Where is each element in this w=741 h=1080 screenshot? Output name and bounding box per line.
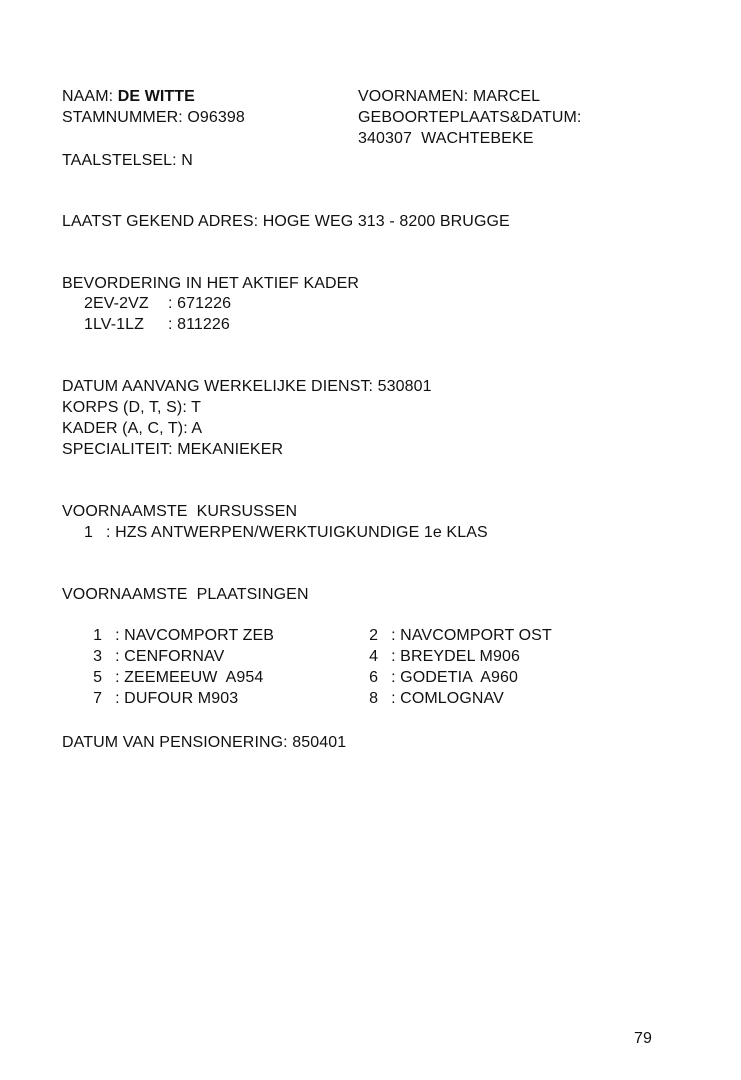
bevordering-item [84,315,230,335]
adres-line [62,212,510,232]
naam-line [62,87,195,107]
taalstelsel-line [62,151,193,171]
taalstelsel-value: N [181,152,193,169]
taalstelsel-label: TAALSTELSEL: [62,152,177,169]
kursussen-title: VOORNAAMSTE KURSUSSEN [62,503,298,520]
plaatsing-text: : NAVCOMPORT OST [391,627,552,644]
plaatsing-num: 6 [369,669,379,686]
kader-line: KADER (A, C, T): A [62,420,203,437]
naam-label: NAAM: [62,88,114,105]
bevordering-date: : 671226 [168,295,232,312]
plaatsing-num: 3 [93,648,103,665]
plaatsing-num: 8 [369,690,379,707]
plaatsing-text: : DUFOUR M903 [115,690,239,707]
aanvang-label: DATUM AANVANG WERKELIJKE DIENST: [62,378,374,395]
plaatsing-num: 7 [93,690,103,707]
adres-label: LAATST GEKEND ADRES: [62,213,259,230]
korps-line: KORPS (D, T, S): T [62,399,202,416]
bevordering-rank: 2EV-2VZ [84,295,149,312]
bevordering-date: : 811226 [168,316,230,333]
bevordering-item [84,294,231,314]
pensionering-value: 850401 [292,734,347,751]
plaatsing-text: : BREYDEL M906 [391,648,520,665]
plaatsing-text: : NAVCOMPORT ZEB [115,627,275,644]
bevordering-title: BEVORDERING IN HET AKTIEF KADER [62,275,360,292]
kursus-num: 1 [84,524,93,541]
voornamen-line [358,87,540,107]
plaatsing-num: 1 [93,627,103,644]
specialiteit-value: MEKANIEKER [177,441,284,458]
specialiteit-line [62,440,283,460]
specialiteit-label: SPECIALITEIT: [62,441,173,458]
kursus-item [84,523,488,543]
adres-value: HOGE WEG 313 - 8200 BRUGGE [262,213,510,230]
stamnummer-value: O96398 [187,109,245,126]
geboorte-label: GEBOORTEPLAATS&DATUM: [358,109,582,126]
plaatsing-item [360,669,504,709]
plaatsing-num: 4 [369,648,379,665]
geboorte-value: 340307 WACHTEBEKE [358,130,534,147]
plaatsing-text: : ZEEMEEUW A954 [115,669,264,686]
stamnummer-line [62,108,245,128]
plaatsing-text: : CENFORNAV [115,648,225,665]
aanvang-value: 530801 [377,378,432,395]
plaatsingen-title: VOORNAAMSTE PLAATSINGEN [62,586,309,603]
voornamen-label: VOORNAMEN: [358,88,469,105]
plaatsing-item [84,669,238,709]
plaatsing-text: : GODETIA A960 [391,669,518,686]
bevordering-rank: 1LV-1LZ [84,316,144,333]
voornamen-value: MARCEL [472,88,541,105]
page-number: 79 [634,1030,652,1047]
kursus-text: : HZS ANTWERPEN/WERKTUIGKUNDIGE 1e KLAS [106,524,488,541]
pensionering-line [62,733,346,753]
pensionering-label: DATUM VAN PENSIONERING: [62,734,288,751]
stamnummer-label: STAMNUMMER: [62,109,183,126]
plaatsing-num: 5 [93,669,103,686]
aanvang-line [62,377,432,397]
plaatsing-text: : COMLOGNAV [391,690,504,707]
naam-value: DE WITTE [117,88,195,105]
plaatsing-num: 2 [369,627,379,644]
